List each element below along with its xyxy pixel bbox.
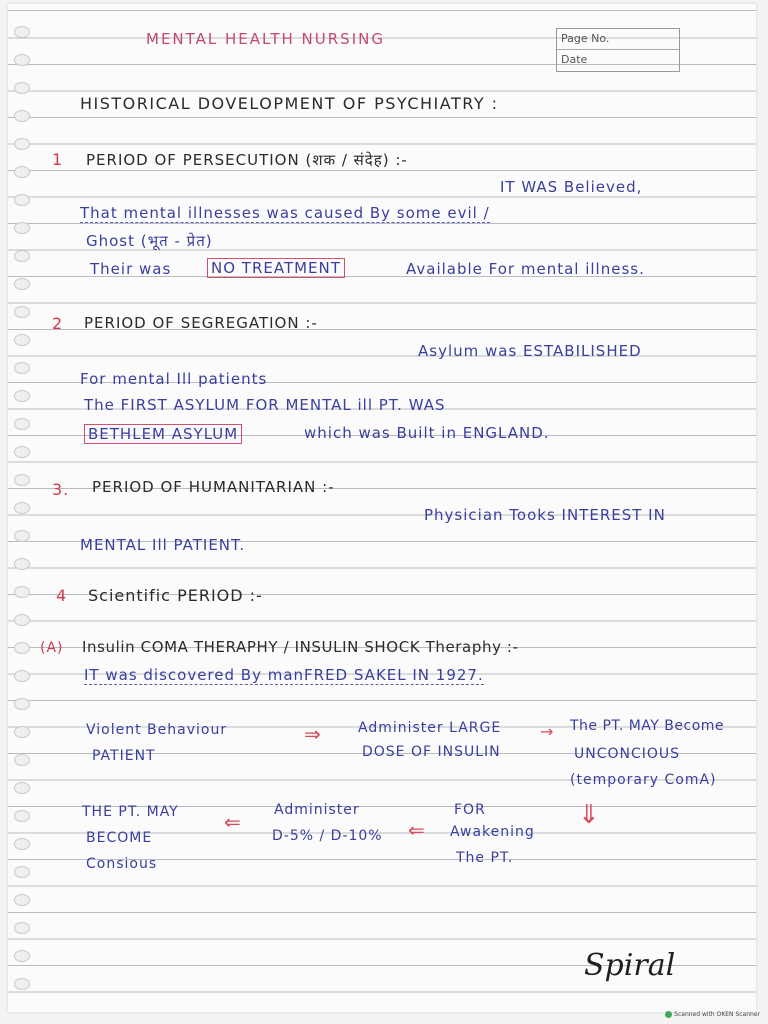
binder-hole (14, 222, 30, 234)
binder-hole (14, 810, 30, 822)
flow-step-1-sub: PATIENT (92, 748, 156, 764)
text-line: IT was discovered By manFRED SAKEL IN 1927. (84, 666, 484, 684)
subsection-label: (A) (40, 640, 64, 656)
section-title: PERIOD OF SEGREGATION :- (84, 314, 318, 332)
binder-hole (14, 110, 30, 122)
section-number: 4 (56, 586, 68, 605)
binder-hole (14, 530, 30, 542)
scanner-text: Scanned with OKEN Scanner (674, 1011, 760, 1018)
date-label: Date (561, 53, 588, 66)
binder-hole (14, 82, 30, 94)
binder-hole (14, 614, 30, 626)
binder-hole (14, 894, 30, 906)
left-arrow-icon: ⇐ (408, 818, 425, 842)
flow-step-3-sub: UNCONCIOUS (574, 746, 681, 762)
binder-hole (14, 726, 30, 738)
binder-hole (14, 698, 30, 710)
binder-hole (14, 558, 30, 570)
binder-hole (14, 922, 30, 934)
section-number: 1 (52, 150, 64, 169)
section-title: PERIOD OF HUMANITARIAN :- (92, 478, 335, 496)
flow-step-2-sub: DOSE OF INSULIN (362, 744, 501, 760)
binder-hole (14, 306, 30, 318)
text-line: which was Built in ENGLAND. (304, 424, 550, 442)
flow-step-3-note: (temporary ComA) (570, 772, 717, 788)
binder-hole (14, 26, 30, 38)
binder-hole (14, 754, 30, 766)
left-arrow-icon: ⇐ (224, 810, 241, 834)
binder-hole (14, 390, 30, 402)
binder-hole (14, 838, 30, 850)
flow-step-5-sub: D-5% / D-10% (272, 828, 383, 844)
binder-hole (14, 54, 30, 66)
brand-signature: Spiral (584, 948, 676, 983)
section-title: Scientific PERIOD :- (88, 586, 263, 605)
binder-hole (14, 278, 30, 290)
page-info-box (556, 28, 680, 72)
text-line: Ghost (भूत - प्रेत) (86, 232, 213, 250)
flow-step-4-sub: Awakening (450, 824, 535, 840)
binder-hole (14, 334, 30, 346)
highlighted-term: BETHLEM ASYLUM (84, 424, 242, 444)
main-heading: HISTORICAL DOVELOPMENT OF PSYCHIATRY : (80, 94, 499, 113)
flow-step-5: Administer (274, 802, 360, 818)
scanner-logo-icon (665, 1011, 672, 1018)
right-arrow-icon: ⇒ (304, 722, 321, 746)
binder-hole (14, 642, 30, 654)
text-line: Available For mental illness. (406, 260, 645, 278)
text-line: Asylum was ESTABILISHED (418, 342, 642, 360)
text-line: IT WAS Believed, (500, 178, 643, 196)
flow-step-4-note: The PT. (456, 850, 514, 866)
page-title: MENTAL HEALTH NURSING (146, 30, 385, 48)
flow-step-6: THE PT. MAY (82, 804, 179, 820)
binder-hole (14, 586, 30, 598)
binder-hole (14, 866, 30, 878)
binder-hole (14, 166, 30, 178)
binder-hole (14, 978, 30, 990)
flow-step-6-sub: BECOME (86, 830, 153, 846)
binder-hole (14, 950, 30, 962)
text-line: Physician Tooks INTEREST IN (424, 506, 666, 524)
flow-step-2: Administer LARGE (358, 720, 502, 736)
binder-hole (14, 194, 30, 206)
text-line: MENTAL Ill PATIENT. (80, 536, 246, 554)
page-no-label: Page No. (557, 29, 679, 50)
text-line: Their was (90, 260, 172, 278)
down-left-arrow-icon: ⇓ (578, 800, 600, 830)
text-line: That mental illnesses was caused By some evil / (80, 204, 490, 222)
flow-step-6-note: Consious (86, 856, 158, 872)
binder-hole (14, 446, 30, 458)
flow-step-4: FOR (454, 802, 486, 818)
binder-hole (14, 250, 30, 262)
section-number: 2 (52, 314, 64, 333)
highlighted-term: NO TREATMENT (207, 258, 345, 278)
right-arrow-icon: → (540, 722, 554, 741)
binder-hole (14, 474, 30, 486)
section-title: PERIOD OF PERSECUTION (शक / संदेह) :- (86, 151, 408, 169)
text-line: For mental Ill patients (80, 370, 268, 388)
binder-hole (14, 138, 30, 150)
binder-hole (14, 782, 30, 794)
flow-step-3: The PT. MAY Become (570, 718, 725, 734)
scanner-watermark (665, 1011, 760, 1018)
binder-hole (14, 670, 30, 682)
text-line: The FIRST ASYLUM FOR MENTAL ill PT. WAS (84, 396, 446, 414)
binder-hole (14, 502, 30, 514)
binder-hole (14, 418, 30, 430)
flow-step-1: Violent Behaviour (86, 722, 228, 738)
section-number: 3. (52, 480, 70, 499)
subsection-title: Insulin COMA THERAPHY / INSULIN SHOCK Theraphy :- (82, 638, 519, 656)
binder-hole (14, 362, 30, 374)
